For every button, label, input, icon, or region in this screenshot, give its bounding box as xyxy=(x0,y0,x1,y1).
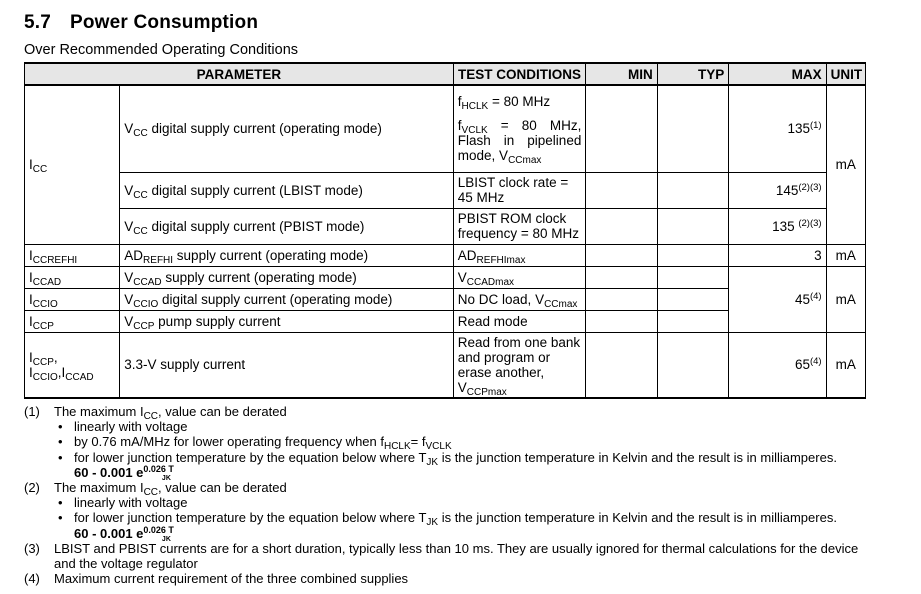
min-cell xyxy=(586,310,657,332)
test-condition-vccp: Read mode xyxy=(453,310,586,332)
unit-iccrefhi: mA xyxy=(826,244,865,266)
typ-cell xyxy=(657,172,728,208)
max-icc-lbist: $145^{(2)(3)}$ xyxy=(729,172,826,208)
section-heading xyxy=(24,12,258,34)
footnote-2-equation: 60 - 0.001 $e^{0.026 T}_{JK}$ xyxy=(74,524,174,543)
param-vcc-lbist: $V_{CC}$ digital supply current (LBIST mode) xyxy=(120,172,454,208)
typ-cell xyxy=(657,332,728,398)
param-vccio: $V_{CCIO}$ digital supply current (operating mode) xyxy=(120,288,454,310)
param-vccad: $V_{CCAD}$ supply current (operating mode) xyxy=(120,266,454,288)
footnote-2-bullet-temperature: • for lower junction temperature by the equation below where $T_{JK}$ is the junction temperature in Kelvin and the result is in milliamperes. xyxy=(24,510,874,525)
typ-cell xyxy=(657,85,728,172)
min-cell xyxy=(586,85,657,172)
footnote-1-bullet-temperature: • for lower junction temperature by the equation below where $T_{JK}$ is the junction temperature in Kelvin and the result is in milliamperes. xyxy=(24,450,874,465)
test-condition-lbist: LBIST clock rate = 45 MHz xyxy=(453,172,586,208)
header-test-conditions: TEST CONDITIONS xyxy=(453,63,586,85)
tc-hclk: $f_{HCLK} = 80$ MHz xyxy=(457,94,551,113)
footnote-1-bullet-voltage: • linearly with voltage xyxy=(24,419,874,434)
test-condition-vccio: No DC load, $V_{CCmax}$ xyxy=(453,288,586,310)
max-iccrefhi: 3 xyxy=(729,244,826,266)
min-cell xyxy=(586,244,657,266)
min-cell xyxy=(586,208,657,244)
param-3v3-supply: 3.3-V supply current xyxy=(120,332,454,398)
table-row-iccrefhi xyxy=(25,244,866,266)
header-max: MAX xyxy=(729,63,826,85)
max-icc-operating: 135$^{(1)}$ xyxy=(729,85,826,172)
test-condition-operating xyxy=(453,85,586,172)
min-cell xyxy=(586,266,657,288)
footnote-1-bullet-frequency: • by 0.76 mA/MHz for lower operating frequency when $f_{HCLK}= f_{VCLK}$ xyxy=(24,434,874,449)
footnote-4: (4) Maximum current requirement of the three combined supplies xyxy=(24,571,409,587)
typ-cell xyxy=(657,288,728,310)
table-header-row xyxy=(25,63,866,85)
tc-vclk: $f_{VCLK} = 80$ MHz, Flash in pipelined mode, $V_{CCmax}$ xyxy=(457,118,582,167)
table-row-icc-lbist xyxy=(25,172,866,208)
table-row-iccad xyxy=(25,266,866,288)
table-row-combined xyxy=(25,332,866,398)
header-parameter: PARAMETER xyxy=(25,63,454,85)
footnote-2-bullet-voltage: • linearly with voltage xyxy=(24,495,874,510)
test-condition-pbist: PBIST ROM clock frequency = 80 MHz xyxy=(453,208,586,244)
test-condition-read-program: Read from one bank and program or erase another, $V_{CCPmax}$ xyxy=(453,332,586,398)
param-vcc-pbist: $V_{CC}$ digital supply current (PBIST mode) xyxy=(120,208,454,244)
typ-cell xyxy=(657,244,728,266)
max-combined-45: 45$^{(4)}$ xyxy=(729,266,826,332)
footnote-2: (2) The maximum $I_{CC}$, value can be derated xyxy=(24,480,287,499)
max-combined-65: 65$^{(4)}$ xyxy=(729,332,826,398)
symbol-iccrefhi: $I_{CCREFHI}$ xyxy=(25,244,120,266)
typ-cell xyxy=(657,310,728,332)
table-row-icc-operating xyxy=(25,85,866,172)
param-adrefhi: $AD_{REFHI}$ supply current (operating mode) xyxy=(120,244,454,266)
min-cell xyxy=(586,288,657,310)
param-vcc-operating: $V_{CC}$ digital supply current (operating mode) xyxy=(120,85,454,172)
min-cell xyxy=(586,172,657,208)
unit-icc: mA xyxy=(826,85,865,244)
symbol-icc: $I_{CC}$ xyxy=(25,85,120,244)
table-subtitle: Over Recommended Operating Conditions xyxy=(24,42,299,58)
footnote-3: (3) LBIST and PBIST currents are for a short duration, typically less than 10 ms. They are usually ignored for thermal calculations for the device and the voltage regulator xyxy=(24,540,859,572)
footnotes xyxy=(24,404,874,586)
test-condition-adrefhi: $AD_{REFHImax}$ xyxy=(453,244,586,266)
table-row-icc-pbist xyxy=(25,208,866,244)
header-unit: UNIT xyxy=(826,63,865,85)
symbol-iccio: $I_{CCIO}$ xyxy=(25,288,120,310)
symbol-iccad: $I_{CCAD}$ xyxy=(25,266,120,288)
max-icc-pbist: 135 $^{(2)(3)}$ xyxy=(729,208,826,244)
typ-cell xyxy=(657,266,728,288)
param-vccp: $V_{CCP}$ pump supply current xyxy=(120,310,454,332)
footnote-1-equation: 60 - 0.001 $e^{0.026 T}_{JK}$ xyxy=(74,463,174,482)
test-condition-vccad: $V_{CCADmax}$ xyxy=(453,266,586,288)
power-consumption-table xyxy=(24,62,866,399)
header-min: MIN xyxy=(586,63,657,85)
footnote-1: (1) The maximum $I_{CC}$, value can be derated xyxy=(24,404,287,422)
typ-cell xyxy=(657,208,728,244)
section-number: 5.7 xyxy=(24,12,52,33)
unit-combined-65: mA xyxy=(826,332,865,398)
symbol-iccp: $I_{CCP}$ xyxy=(25,310,120,332)
section-title: Power Consumption xyxy=(70,12,259,33)
symbol-combined: $I_{CCP}$, $I_{CCIO},I_{CCAD}$ xyxy=(25,332,120,398)
unit-combined-45: mA xyxy=(826,266,865,332)
min-cell xyxy=(586,332,657,398)
header-typ: TYP xyxy=(657,63,728,85)
